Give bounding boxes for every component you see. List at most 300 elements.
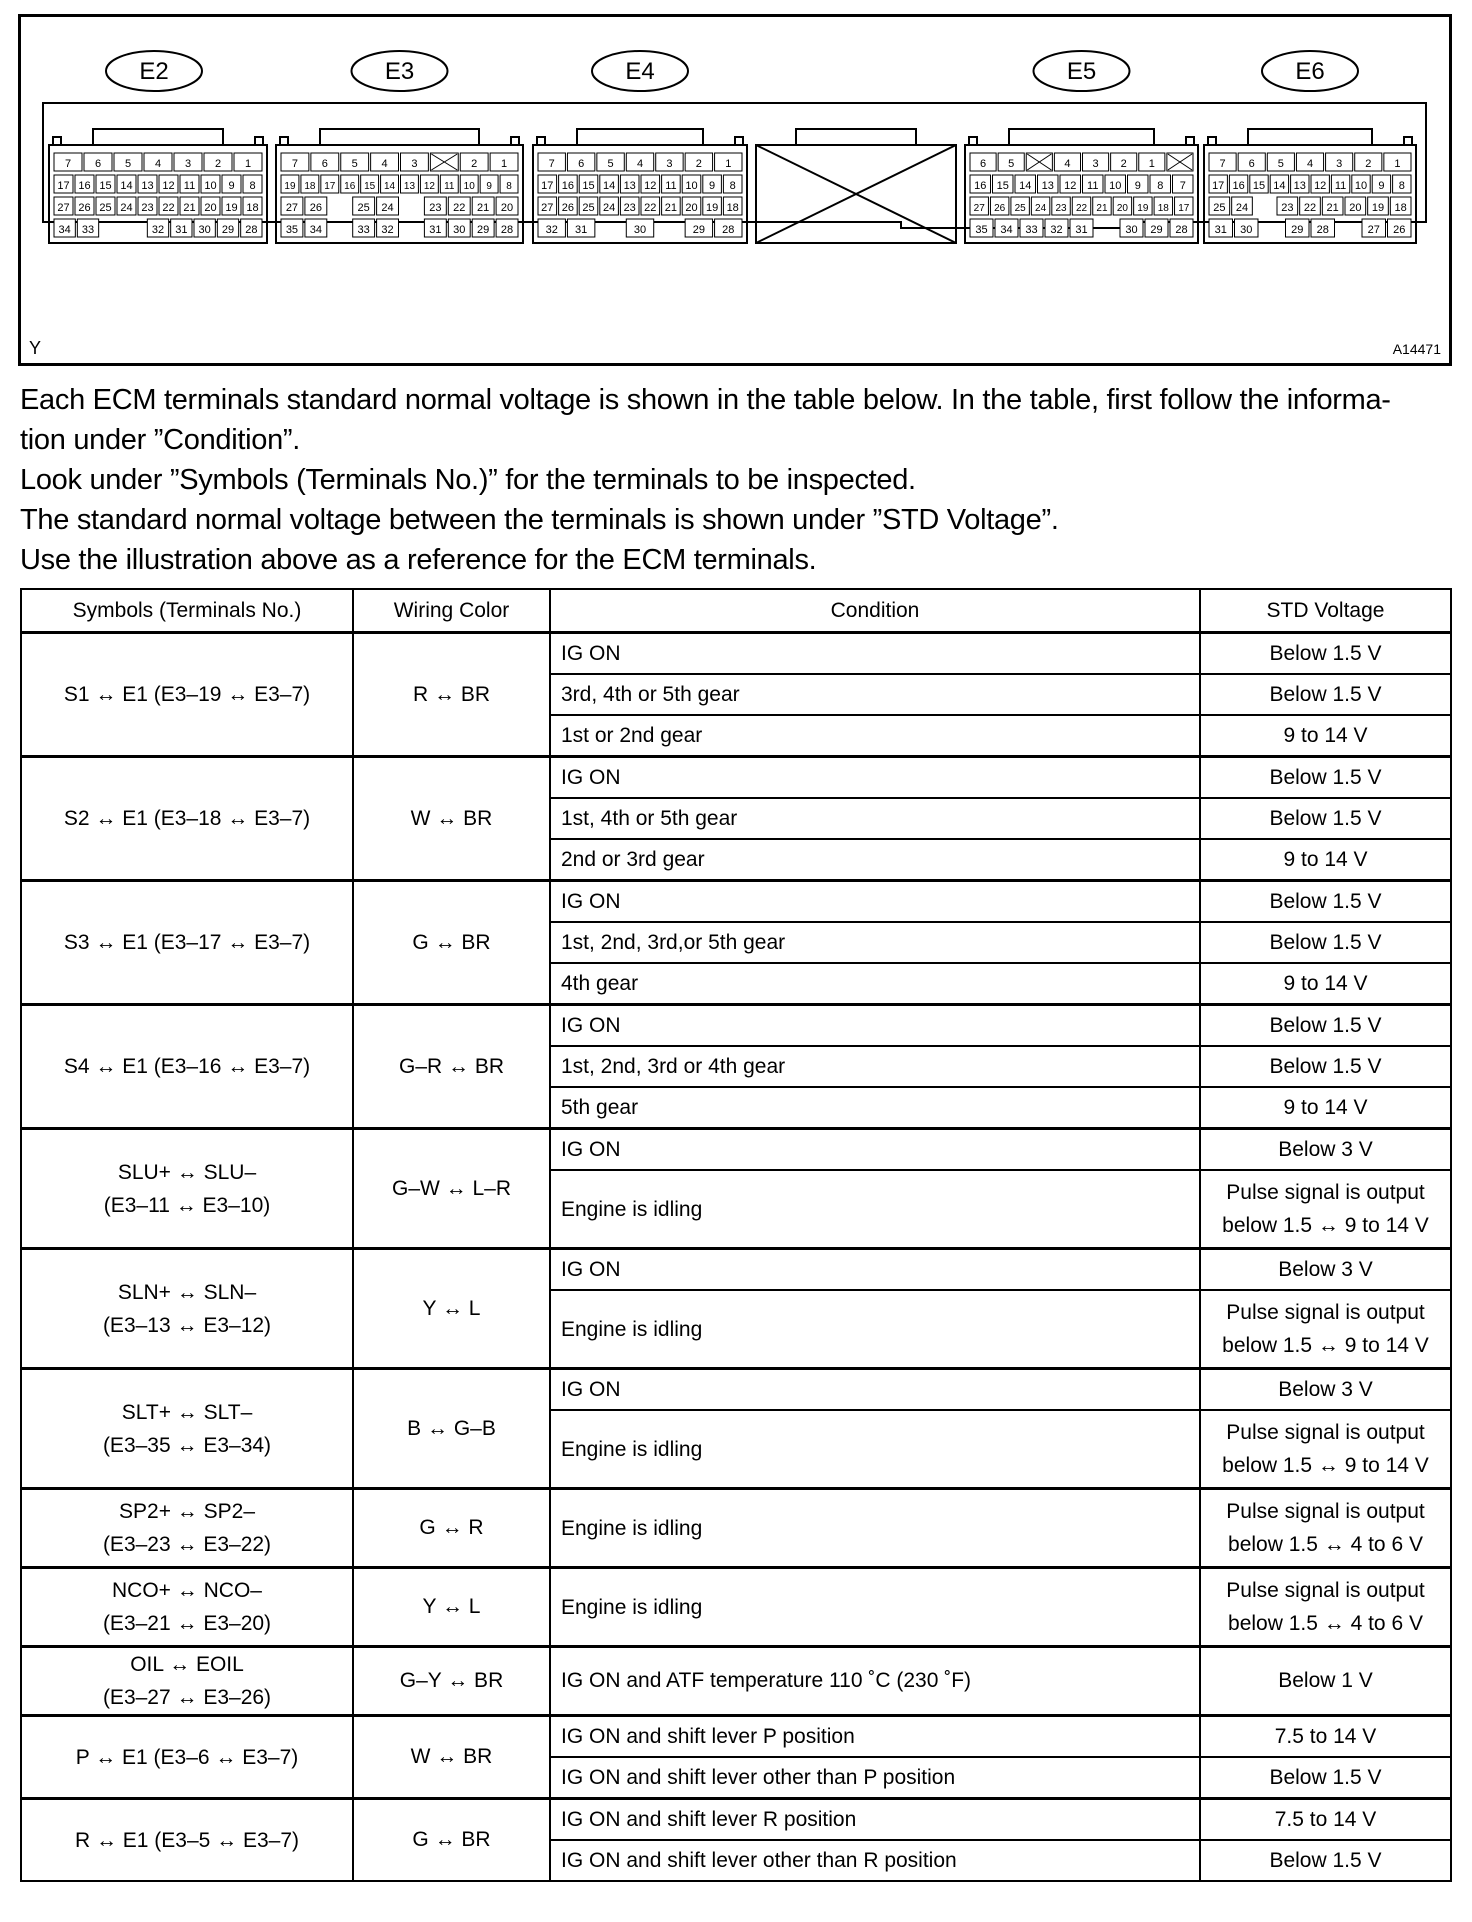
condition-cell: 1st, 2nd, 3rd or 4th gear — [550, 1046, 1200, 1087]
voltage-text: Pulse signal is output — [1226, 1181, 1425, 1204]
pin-number: 17 — [324, 181, 336, 192]
symbol-cell — [21, 1647, 353, 1716]
pin-number: 27 — [57, 202, 70, 214]
pin-number: 29 — [221, 224, 235, 236]
std-voltage-cell — [1200, 1757, 1451, 1799]
connector-latch — [320, 129, 479, 145]
connector-latch — [577, 129, 703, 145]
pin-number: 21 — [183, 202, 196, 214]
pin-number: 20 — [1349, 202, 1362, 214]
pin-number: 33 — [81, 224, 95, 236]
symbol-cell — [21, 1369, 353, 1489]
std-voltage-cell — [1200, 674, 1451, 715]
symbol-text: R ↔ E1 (E3–5 ↔ E3–7) — [74, 1828, 300, 1852]
intro-line: The standard normal voltage between the terminals is shown under ”STD Voltage”. — [20, 504, 1059, 536]
ecm-connector-diagram — [18, 14, 1452, 366]
std-voltage-cell — [1200, 1129, 1451, 1171]
condition-cell: IG ON — [550, 757, 1200, 799]
pin-number: 5 — [124, 158, 132, 170]
pin-number: 28 — [500, 224, 514, 236]
condition-cell: 1st, 4th or 5th gear — [550, 798, 1200, 839]
header-condition: Condition — [550, 589, 1200, 633]
pin-number: 13 — [1293, 180, 1306, 192]
pin-number: 2 — [1120, 158, 1127, 170]
pin-number: 18 — [1157, 203, 1169, 214]
pin-number: 10 — [685, 180, 698, 192]
pin-number: 2 — [471, 158, 478, 170]
condition-cell: IG ON — [550, 633, 1200, 675]
pin-number: 34 — [1000, 224, 1013, 236]
pin-number: 6 — [94, 158, 102, 170]
pin-number: 12 — [162, 180, 175, 192]
pin-number: 21 — [664, 202, 678, 214]
pin-number: 10 — [1354, 180, 1368, 192]
std-voltage-cell — [1200, 1087, 1451, 1129]
table-row — [21, 1799, 1451, 1841]
std-voltage-cell — [1200, 1716, 1451, 1758]
pin-number: 20 — [204, 202, 217, 214]
pin-number: 16 — [974, 180, 987, 192]
pin-number: 29 — [477, 224, 490, 236]
pin-number: 23 — [623, 202, 636, 214]
symbol-cell — [21, 1568, 353, 1647]
pin-number: 16 — [561, 180, 575, 192]
pin-number: 8 — [506, 181, 512, 192]
pin-number: 27 — [1367, 224, 1380, 236]
pin-number: 28 — [1175, 224, 1188, 236]
wiring-color-cell: W ↔ BR — [353, 1716, 550, 1799]
symbol-text: OIL ↔ EOIL — [130, 1653, 244, 1676]
pin-number: 22 — [453, 202, 466, 214]
pin-number: 15 — [582, 180, 595, 192]
pin-number: 11 — [444, 181, 455, 192]
std-voltage-cell — [1200, 839, 1451, 881]
symbol-text: SLT+ ↔ SLT– — [121, 1400, 253, 1424]
pin-number: 13 — [403, 181, 416, 192]
table-header-row — [21, 589, 1451, 633]
pin-number: 29 — [1150, 224, 1163, 236]
voltage-text: Pulse signal is output — [1226, 1579, 1425, 1602]
condition-cell: Engine is idling — [550, 1489, 1200, 1568]
pin-number: 5 — [1277, 158, 1284, 170]
connector-key — [537, 137, 545, 145]
pin-number: 11 — [183, 180, 196, 192]
wiring-color-cell: R ↔ BR — [353, 633, 550, 757]
voltage-text: Below 1.5 V — [1269, 930, 1382, 954]
condition-cell: IG ON — [550, 1129, 1200, 1171]
pin-number: 9 — [709, 180, 716, 192]
pin-number: 2 — [214, 158, 222, 170]
voltage-text: 7.5 to 14 V — [1274, 1724, 1377, 1748]
pin-number: 7 — [64, 158, 72, 170]
pin-number: 23 — [1281, 202, 1294, 214]
pin-number: 1 — [1394, 158, 1401, 170]
pin-number: 9 — [228, 180, 235, 192]
voltage-text: Below 1.5 V — [1269, 806, 1382, 830]
table-row — [21, 1716, 1451, 1758]
condition-cell: 1st or 2nd gear — [550, 715, 1200, 757]
pin-number: 26 — [309, 202, 322, 214]
connector-latch — [1248, 129, 1372, 145]
table-row — [21, 1647, 1451, 1716]
pin-number: 27 — [973, 203, 985, 214]
voltage-text: below 1.5 ↔ 9 to 14 V — [1222, 1454, 1429, 1477]
pin-number: 26 — [78, 202, 91, 214]
pin-number: 5 — [607, 158, 614, 170]
pin-number: 13 — [623, 180, 636, 192]
pin-number: 24 — [381, 202, 394, 214]
pin-number: 2 — [1365, 158, 1372, 170]
voltage-text: Below 1.5 V — [1269, 641, 1382, 665]
pin-number: 14 — [602, 180, 616, 192]
connector-key — [511, 137, 519, 145]
pin-number: 19 — [1371, 202, 1385, 214]
pin-number: 21 — [1096, 203, 1108, 214]
std-voltage-cell — [1200, 798, 1451, 839]
wiring-color-cell: G–R ↔ BR — [353, 1005, 550, 1129]
voltage-text: Below 3 V — [1278, 1377, 1373, 1401]
voltage-text: Below 3 V — [1278, 1257, 1373, 1281]
pin-number: 24 — [1035, 203, 1047, 214]
table-row — [21, 1489, 1451, 1568]
symbol-cell — [21, 1129, 353, 1249]
pin-number: 13 — [141, 180, 154, 192]
pin-number: 1 — [725, 158, 732, 170]
voltage-text: Below 1.5 V — [1269, 1054, 1382, 1078]
pin-number: 31 — [1075, 224, 1088, 236]
pin-number: 4 — [1064, 158, 1071, 170]
symbol-text: (E3–27 ↔ E3–26) — [102, 1686, 272, 1709]
pin-number: 32 — [545, 224, 558, 236]
pin-number: 24 — [120, 202, 133, 214]
pin-number: 9 — [486, 181, 492, 192]
pin-number: 31 — [429, 224, 442, 236]
symbol-text: S3 ↔ E1 (E3–17 ↔ E3–7) — [63, 931, 311, 954]
pin-number: 26 — [994, 203, 1006, 214]
pin-number: 8 — [249, 180, 256, 192]
condition-cell: IG ON — [550, 1369, 1200, 1411]
pin-number: 3 — [411, 158, 418, 170]
pin-number: 32 — [381, 224, 394, 236]
pin-number: 12 — [423, 181, 435, 192]
pin-number: 26 — [561, 202, 575, 214]
voltage-text: Pulse signal is output — [1226, 1421, 1425, 1444]
pin-number: 27 — [285, 202, 299, 214]
pin-number: 28 — [245, 224, 258, 236]
pin-number: 20 — [500, 202, 514, 214]
pin-number: 27 — [541, 202, 554, 214]
voltage-text: 9 to 14 V — [1283, 723, 1368, 747]
connector-key — [255, 137, 263, 145]
std-voltage-cell — [1200, 1005, 1451, 1047]
connector-key — [53, 137, 61, 145]
pin-number: 17 — [1212, 180, 1225, 192]
pin-number: 33 — [357, 224, 370, 236]
pin-number: 31 — [575, 224, 588, 236]
condition-cell: 4th gear — [550, 963, 1200, 1005]
pin-number: 18 — [304, 181, 316, 192]
pin-number: 34 — [58, 224, 71, 236]
pin-number: 35 — [285, 224, 299, 236]
pin-number: 12 — [1314, 180, 1327, 192]
intro-line: Use the illustration above as a reference for the ECM terminals. — [20, 544, 817, 576]
std-voltage-cell — [1200, 1249, 1451, 1291]
pin-number: 18 — [726, 202, 739, 214]
pin-number: 30 — [633, 224, 647, 236]
pin-number: 19 — [705, 202, 719, 214]
table-row — [21, 1249, 1451, 1291]
pin-number: 4 — [381, 158, 388, 170]
std-voltage-cell — [1200, 1568, 1451, 1647]
pin-number: 16 — [78, 180, 91, 192]
voltage-text: Below 1.5 V — [1269, 1848, 1382, 1872]
pin-number: 11 — [1334, 180, 1347, 192]
std-voltage-cell — [1200, 1369, 1451, 1411]
condition-cell: IG ON and shift lever P position — [550, 1716, 1200, 1758]
pin-number: 19 — [1137, 203, 1149, 214]
pin-number: 1 — [244, 158, 252, 170]
wiring-color-cell: Y ↔ L — [353, 1568, 550, 1647]
pin-number: 25 — [582, 202, 595, 214]
pin-number: 18 — [1394, 202, 1407, 214]
table-row — [21, 1568, 1451, 1647]
pin-number: 3 — [666, 158, 673, 170]
condition-cell: IG ON — [550, 1005, 1200, 1047]
pin-number: 19 — [284, 181, 296, 192]
pin-number: 30 — [453, 224, 466, 236]
pin-number: 11 — [1087, 180, 1099, 192]
pin-number: 29 — [1291, 224, 1304, 236]
header-std-voltage: STD Voltage — [1200, 589, 1451, 633]
pin-number: 11 — [665, 180, 677, 192]
pin-number: 3 — [1092, 158, 1099, 170]
pin-number: 25 — [1014, 203, 1026, 214]
pin-number: 7 — [1179, 180, 1186, 192]
symbol-text: S2 ↔ E1 (E3–18 ↔ E3–7) — [63, 807, 311, 830]
pin-number: 14 — [1019, 180, 1032, 192]
std-voltage-cell — [1200, 922, 1451, 963]
connector-label: E3 — [384, 58, 415, 85]
symbol-cell — [21, 1716, 353, 1799]
symbol-cell — [21, 1005, 353, 1129]
voltage-text: Below 1.5 V — [1269, 1765, 1382, 1789]
std-voltage-cell — [1200, 1489, 1451, 1568]
pin-number: 23 — [429, 202, 442, 214]
std-voltage-cell — [1200, 881, 1451, 923]
pin-number: 22 — [162, 202, 175, 214]
intro-text — [20, 380, 1450, 580]
pin-number: 17 — [57, 180, 70, 192]
condition-cell: Engine is idling — [550, 1170, 1200, 1249]
pin-number: 6 — [321, 158, 328, 170]
pin-number: 23 — [141, 202, 154, 214]
pin-number: 25 — [99, 202, 112, 214]
pin-number: 30 — [1240, 224, 1253, 236]
unused-cavity-latch — [796, 129, 916, 145]
symbol-text: S4 ↔ E1 (E3–16 ↔ E3–7) — [63, 1055, 311, 1078]
symbol-cell — [21, 881, 353, 1005]
pin-number: 4 — [1306, 158, 1314, 170]
pin-number: 6 — [1248, 158, 1255, 170]
pin-number: 23 — [1055, 203, 1067, 214]
condition-cell: IG ON and shift lever other than P position — [550, 1757, 1200, 1799]
std-voltage-cell — [1200, 1647, 1451, 1716]
pin-number: 5 — [1008, 158, 1015, 170]
pin-number: 4 — [636, 158, 644, 170]
voltage-text: Below 1.5 V — [1269, 1013, 1382, 1037]
pin-number: 16 — [1232, 180, 1245, 192]
connector-key — [1186, 137, 1194, 145]
pin-number: 35 — [975, 224, 988, 236]
pin-number: 22 — [1303, 202, 1317, 214]
pin-number: 30 — [1125, 224, 1138, 236]
pin-number: 13 — [1041, 180, 1054, 192]
header-wiring-color: Wiring Color — [353, 589, 550, 633]
pin-number: 12 — [644, 180, 657, 192]
symbol-text: S1 ↔ E1 (E3–19 ↔ E3–7) — [63, 683, 311, 706]
connector-label: E2 — [139, 58, 169, 85]
connector-key — [969, 137, 977, 145]
pin-number: 10 — [463, 181, 475, 192]
pin-number: 12 — [1064, 180, 1077, 192]
pin-number: 14 — [1273, 180, 1286, 192]
connector-latch — [1009, 129, 1154, 145]
connector-label: E4 — [625, 58, 655, 85]
voltage-text: 9 to 14 V — [1283, 847, 1368, 871]
pin-number: 3 — [1336, 158, 1343, 170]
pin-number: 20 — [685, 202, 698, 214]
condition-cell: IG ON — [550, 881, 1200, 923]
pin-number: 21 — [477, 202, 490, 214]
pin-number: 17 — [1178, 203, 1190, 214]
connector-key — [735, 137, 743, 145]
condition-cell: Engine is idling — [550, 1290, 1200, 1369]
pin-number: 9 — [1134, 180, 1141, 192]
symbol-text: (E3–35 ↔ E3–34) — [102, 1433, 272, 1457]
wiring-color-cell: G ↔ R — [353, 1489, 550, 1568]
pin-number: 26 — [1393, 224, 1406, 236]
table-row — [21, 1129, 1451, 1171]
std-voltage-cell — [1200, 1410, 1451, 1489]
std-voltage-cell — [1200, 963, 1451, 1005]
pin-number: 28 — [1316, 224, 1329, 236]
voltage-text: 9 to 14 V — [1283, 971, 1368, 995]
voltage-text: Below 3 V — [1278, 1137, 1373, 1161]
table-row — [21, 757, 1451, 799]
symbol-text: (E3–13 ↔ E3–12) — [102, 1313, 272, 1337]
pin-number: 14 — [120, 180, 133, 192]
wiring-color-cell: G–W ↔ L–R — [353, 1129, 550, 1249]
connector-key — [1208, 137, 1216, 145]
pin-number: 7 — [291, 158, 298, 170]
pin-number: 7 — [1219, 158, 1226, 170]
connector-label: E6 — [1295, 58, 1325, 85]
condition-cell: IG ON and shift lever other than R position — [550, 1840, 1200, 1881]
wiring-color-cell: G–Y ↔ BR — [353, 1647, 550, 1716]
voltage-text: below 1.5 ↔ 4 to 6 V — [1228, 1533, 1423, 1556]
symbol-cell — [21, 1489, 353, 1568]
wiring-color-cell: Y ↔ L — [353, 1249, 550, 1369]
pin-number: 19 — [225, 202, 238, 214]
pin-number: 29 — [692, 224, 705, 236]
table-row — [21, 1005, 1451, 1047]
pin-number: 15 — [99, 180, 112, 192]
std-voltage-cell — [1200, 1290, 1451, 1369]
symbol-text: SP2+ ↔ SP2– — [119, 1500, 255, 1523]
pin-number: 17 — [541, 180, 554, 192]
std-voltage-cell — [1200, 715, 1451, 757]
pin-number: 31 — [1214, 224, 1227, 236]
std-voltage-cell — [1200, 633, 1451, 675]
symbol-cell — [21, 633, 353, 757]
pin-number: 24 — [1235, 202, 1249, 214]
connector-latch — [93, 129, 223, 145]
voltage-spec-table — [20, 588, 1452, 1882]
voltage-text: 9 to 14 V — [1283, 1095, 1368, 1119]
pin-number: 8 — [1157, 180, 1164, 192]
wiring-color-cell: G ↔ BR — [353, 1799, 550, 1882]
intro-line: Each ECM terminals standard normal voltage is shown in the table below. In the table, first follow the informa- — [20, 384, 1391, 416]
pin-number: 18 — [246, 202, 259, 214]
intro-line: Look under ”Symbols (Terminals No.)” for the terminals to be inspected. — [20, 464, 916, 496]
pin-number: 21 — [1326, 202, 1339, 214]
voltage-text: 7.5 to 14 V — [1274, 1807, 1377, 1831]
connector-drawing — [21, 17, 1449, 363]
symbol-cell — [21, 1799, 353, 1882]
pin-number: 22 — [1075, 203, 1088, 214]
voltage-text: below 1.5 ↔ 9 to 14 V — [1222, 1214, 1429, 1237]
condition-cell: Engine is idling — [550, 1410, 1200, 1489]
pin-number: 24 — [602, 202, 616, 214]
symbol-cell — [21, 757, 353, 881]
wiring-color-cell: G ↔ BR — [353, 881, 550, 1005]
pin-number: 8 — [1398, 180, 1405, 192]
voltage-text: Below 1.5 V — [1269, 889, 1382, 913]
symbol-text: SLU+ ↔ SLU– — [117, 1160, 257, 1184]
symbol-text: SLN+ ↔ SLN– — [117, 1280, 257, 1304]
voltage-text: Below 1.5 V — [1269, 765, 1382, 789]
pin-number: 22 — [644, 202, 657, 214]
pin-number: 16 — [344, 181, 356, 192]
condition-cell: Engine is idling — [550, 1568, 1200, 1647]
pin-number: 1 — [1148, 158, 1155, 170]
pin-number: 4 — [154, 158, 162, 170]
pin-number: 1 — [501, 158, 508, 170]
condition-cell: IG ON — [550, 1249, 1200, 1291]
pin-number: 34 — [309, 224, 322, 236]
std-voltage-cell — [1200, 1046, 1451, 1087]
std-voltage-cell — [1200, 1170, 1451, 1249]
pin-number: 3 — [184, 158, 192, 170]
std-voltage-cell — [1200, 1799, 1451, 1841]
pin-number: 14 — [383, 181, 396, 192]
pin-number: 31 — [175, 224, 188, 236]
pin-number: 8 — [729, 180, 736, 192]
symbol-text: (E3–11 ↔ E3–10) — [103, 1193, 271, 1217]
pin-number: 32 — [151, 224, 165, 236]
header-symbols: Symbols (Terminals No.) — [21, 589, 353, 633]
symbol-text: P ↔ E1 (E3–6 ↔ E3–7) — [75, 1745, 299, 1769]
condition-cell: IG ON and shift lever R position — [550, 1799, 1200, 1841]
voltage-text: below 1.5 ↔ 4 to 6 V — [1228, 1612, 1423, 1635]
voltage-text: Below 1 V — [1278, 1669, 1373, 1692]
connector-key — [1404, 137, 1412, 145]
condition-cell: 1st, 2nd, 3rd,or 5th gear — [550, 922, 1200, 963]
pin-number: 25 — [1213, 202, 1226, 214]
symbol-text: NCO+ ↔ NCO– — [112, 1579, 262, 1602]
pin-number: 9 — [1378, 180, 1385, 192]
symbol-text: (E3–21 ↔ E3–20) — [102, 1612, 272, 1635]
